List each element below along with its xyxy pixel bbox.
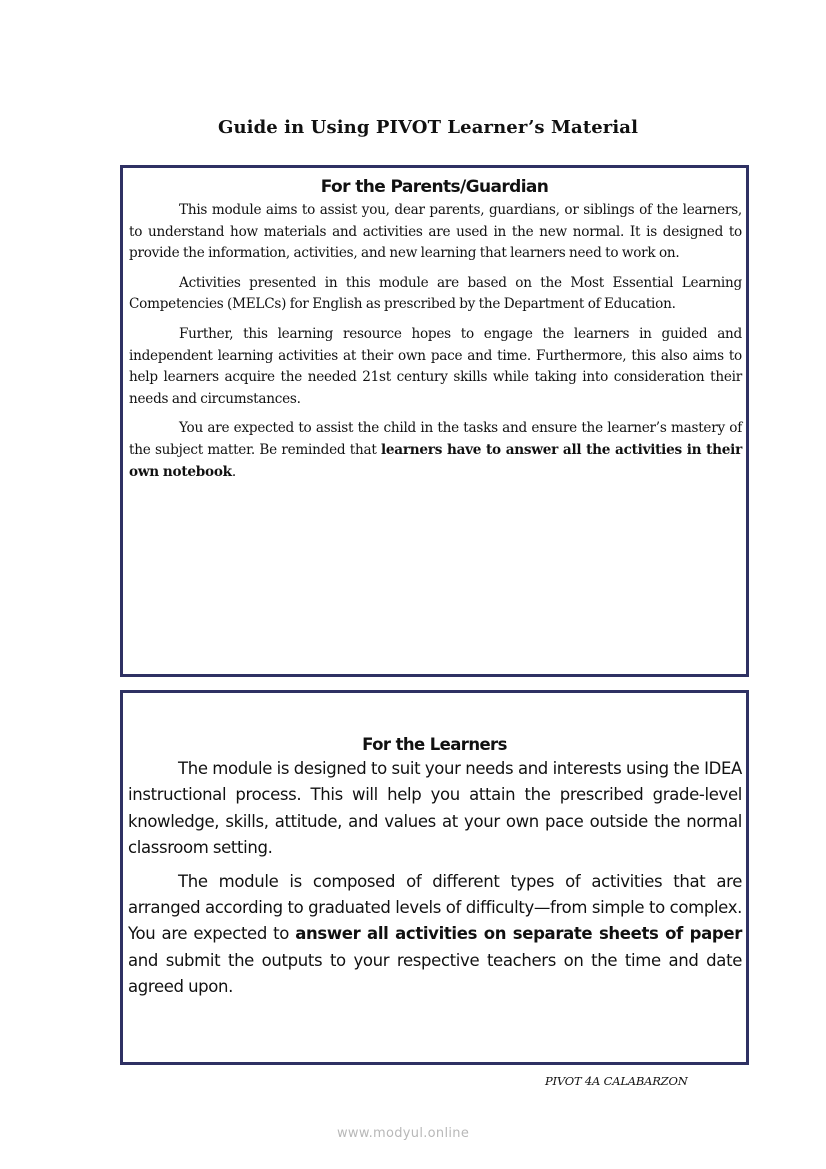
- notebook-instruction-emphasis: learners have to answer all the activities in their own notebook: [129, 441, 742, 480]
- parents-section-heading: For the Parents/Guardian: [320, 177, 549, 197]
- learners-paragraph-1: [128, 756, 742, 862]
- paragraph-text: The module is composed of different types of activities that are arranged according to graduated levels of difficulty—from simple to complex. You are expected to: [128, 871, 742, 944]
- learners-box: [120, 690, 749, 1065]
- parents-guardian-box: [120, 165, 749, 677]
- parents-paragraph-4: [129, 418, 742, 483]
- parents-paragraph-3: [129, 324, 742, 410]
- paragraph-text: You are expected to assist the child in the tasks and ensure the learner’s mastery of the subject matter. Be reminded that: [129, 420, 742, 458]
- page-title: Guide in Using PIVOT Learner’s Material: [217, 117, 639, 138]
- separate-sheets-instruction-emphasis: answer all activities on separate sheets of paper: [295, 924, 742, 944]
- paragraph-text: Activities presented in this module are based on the Most Essential Learning Competencies (MELCs) for English as prescribed by the Department of Education.: [129, 274, 742, 313]
- paragraph-text: The module is designed to suit your needs and interests using the IDEA instructional process. This will help you attain the prescribed grade-level knowledge, skills, attitude, and values at your own pace outside the normal classroom setting.: [128, 759, 742, 858]
- learners-paragraph-2: [128, 869, 742, 1001]
- footer-region-label: PIVOT 4A CALABARZON: [545, 1074, 688, 1088]
- paragraph-text: and submit the outputs to your respective teachers on the time and date agreed upon.: [128, 950, 742, 997]
- paragraph-text: This module aims to assist you, dear parents, guardians, or siblings of the learners, to understand how materials and activities are used in the new normal. It is designed to provide the information, activities, and new learning that learners need to work on.: [129, 202, 742, 262]
- paragraph-text: Further, this learning resource hopes to engage the learners in guided and independent learning activities at their own pace and time. Furthermore, this also aims to help learners acquire the needed 21st century skills while taking into consideration their needs and circumstances.: [129, 325, 742, 407]
- parents-paragraph-1: [129, 200, 742, 265]
- parents-paragraph-2: [129, 273, 742, 316]
- paragraph-text: .: [231, 463, 236, 480]
- watermark-url: www.modyul.online: [337, 1126, 470, 1141]
- learners-section-heading: For the Learners: [362, 735, 507, 754]
